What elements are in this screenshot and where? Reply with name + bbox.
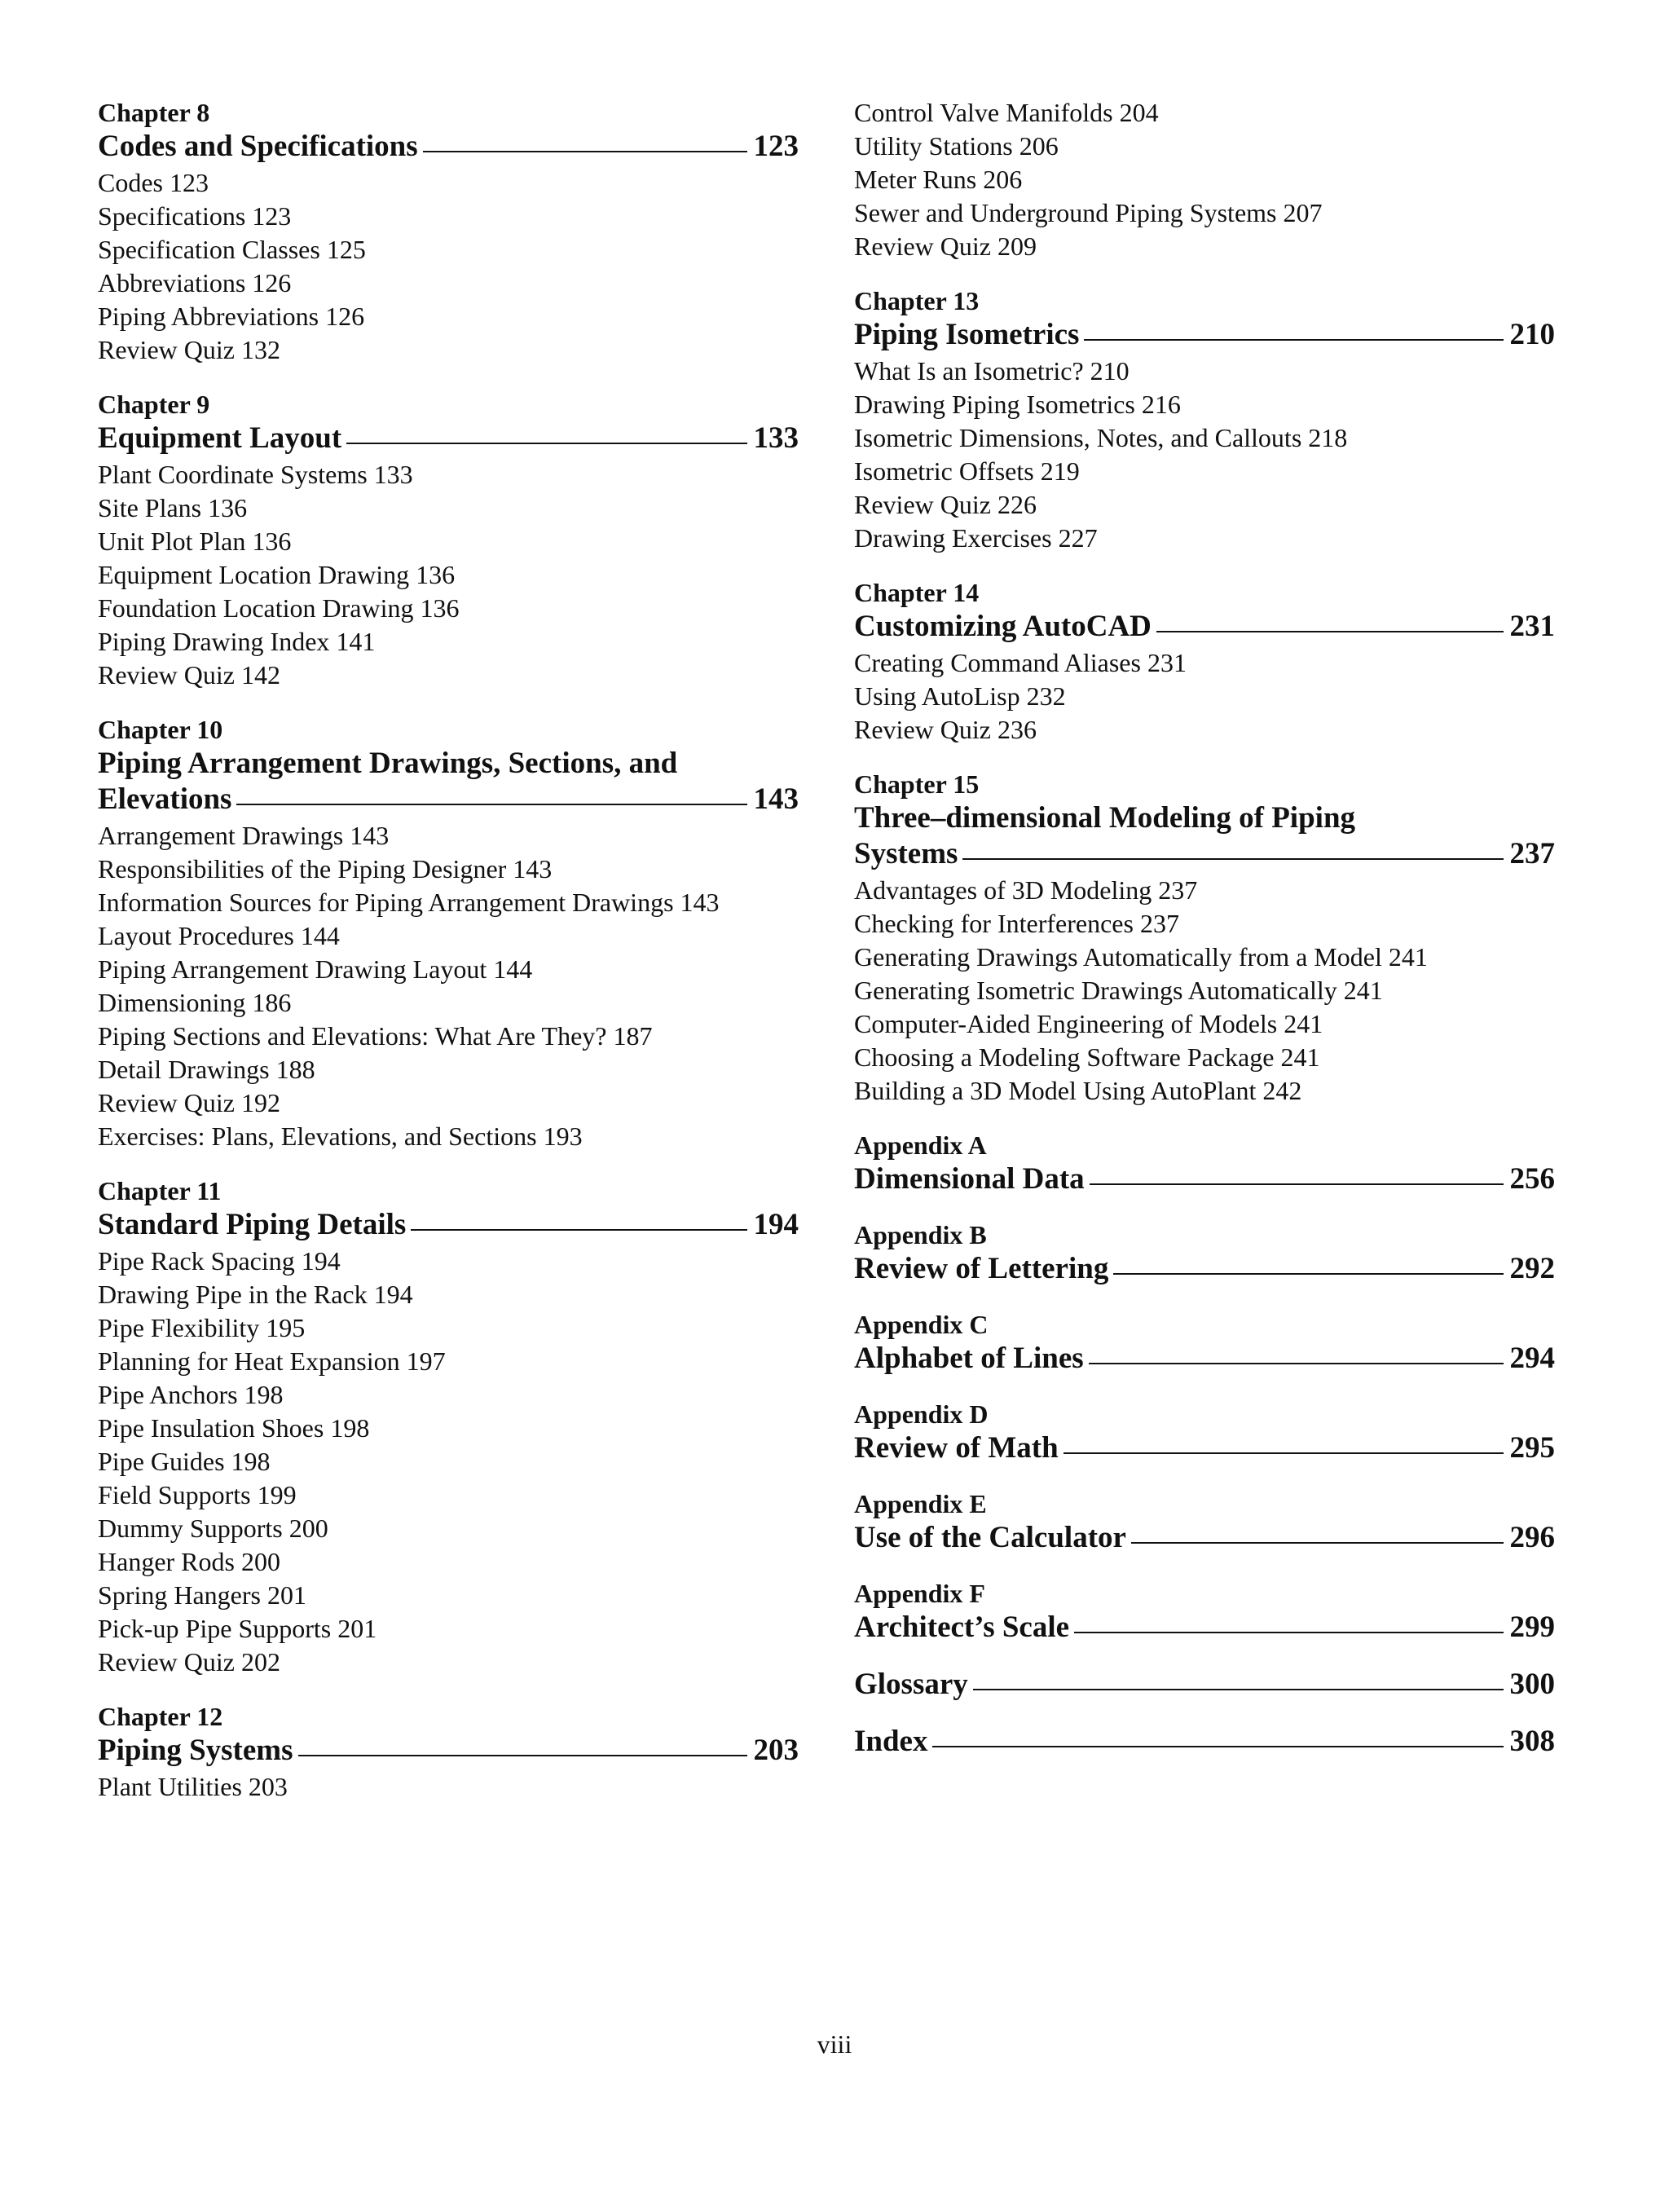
toc-entry[interactable]: Plant Utilities 203	[98, 1772, 288, 1801]
index-title: Index	[854, 1725, 928, 1758]
toc-entry[interactable]: Pipe Rack Spacing 194	[98, 1246, 341, 1276]
toc-entry[interactable]: Review Quiz 142	[98, 660, 280, 690]
leader-line	[346, 443, 746, 444]
leader-line	[1090, 1183, 1504, 1185]
toc-entry[interactable]: Hanger Rods 200	[98, 1547, 280, 1576]
toc-entry[interactable]: Pipe Anchors 198	[98, 1380, 284, 1409]
chapter-title: Piping Isometrics	[854, 318, 1080, 351]
toc-entry[interactable]: Piping Abbreviations 126	[98, 302, 365, 331]
appendix-title: Alphabet of Lines	[854, 1342, 1084, 1375]
chapter-title-row[interactable]	[854, 317, 1555, 353]
toc-entry[interactable]: Specification Classes 125	[98, 235, 366, 264]
toc-entry[interactable]: Review Quiz 202	[98, 1647, 280, 1677]
toc-entry[interactable]: Drawing Piping Isometrics 216	[854, 390, 1181, 419]
appendix-page-number: 294	[1509, 1342, 1555, 1375]
appendix-b-section	[854, 1218, 1555, 1287]
glossary-section	[854, 1667, 1555, 1703]
toc-entry[interactable]: Control Valve Manifolds 204	[854, 98, 1159, 127]
chapter-title-row[interactable]	[98, 1207, 799, 1243]
appendix-title-row[interactable]	[854, 1161, 1555, 1197]
toc-entry[interactable]: Generating Isometric Drawings Automatically 241	[854, 976, 1383, 1005]
appendix-title: Dimensional Data	[854, 1162, 1085, 1196]
chapter-title-line-2: Elevations	[98, 782, 232, 816]
leader-line	[1113, 1273, 1503, 1275]
appendix-title-row[interactable]	[854, 1341, 1555, 1377]
chapter-label: Chapter 13	[854, 286, 980, 315]
chapter-page-number: 210	[1509, 318, 1555, 351]
toc-entry[interactable]: Specifications 123	[98, 201, 292, 231]
toc-entry[interactable]: Planning for Heat Expansion 197	[98, 1346, 446, 1376]
appendix-c-section	[854, 1308, 1555, 1377]
toc-entry[interactable]: Piping Drawing Index 141	[98, 627, 376, 656]
toc-entry[interactable]: Pick-up Pipe Supports 201	[98, 1614, 377, 1643]
glossary-page-number: 300	[1509, 1668, 1555, 1701]
toc-entry[interactable]: Drawing Pipe in the Rack 194	[98, 1280, 413, 1309]
leader-line	[1063, 1452, 1504, 1454]
appendix-label: Appendix B	[854, 1220, 987, 1249]
chapter-title: Standard Piping Details	[98, 1208, 407, 1241]
appendix-title-row[interactable]	[854, 1251, 1555, 1287]
chapter-12-continued-section	[854, 96, 1555, 263]
appendix-a-section	[854, 1129, 1555, 1197]
chapter-12-section	[98, 1700, 799, 1804]
leader-line	[298, 1755, 747, 1756]
chapter-14-section	[854, 576, 1555, 747]
chapter-title-row[interactable]	[98, 1733, 799, 1769]
toc-entry[interactable]: Meter Runs 206	[854, 165, 1023, 194]
toc-entry[interactable]: Building a 3D Model Using AutoPlant 242	[854, 1076, 1302, 1105]
chapter-13-section	[854, 284, 1555, 555]
leader-line	[962, 858, 1503, 860]
appendix-d-section	[854, 1398, 1555, 1466]
leader-line	[1084, 339, 1503, 341]
chapter-title-row[interactable]	[854, 836, 1555, 872]
appendix-title-row[interactable]	[854, 1610, 1555, 1646]
chapter-label: Chapter 14	[854, 578, 980, 607]
chapter-label: Chapter 12	[98, 1702, 223, 1731]
toc-entry[interactable]: Exercises: Plans, Elevations, and Sections 193	[98, 1121, 583, 1151]
chapter-10-section	[98, 713, 799, 1153]
appendix-page-number: 296	[1509, 1521, 1555, 1554]
appendix-title-row[interactable]	[854, 1520, 1555, 1556]
toc-entry[interactable]: Layout Procedures 144	[98, 921, 340, 950]
index-title-row[interactable]	[854, 1724, 1555, 1760]
appendix-page-number: 295	[1509, 1431, 1555, 1465]
leader-line	[1131, 1542, 1504, 1544]
toc-entry[interactable]: Isometric Offsets 219	[854, 456, 1080, 486]
chapter-title-row[interactable]	[854, 609, 1555, 645]
appendix-page-number: 256	[1509, 1162, 1555, 1196]
toc-entry[interactable]: Sewer and Underground Piping Systems 207	[854, 198, 1323, 227]
leader-line	[1089, 1363, 1504, 1364]
toc-entry[interactable]: Detail Drawings 188	[98, 1055, 315, 1084]
chapter-11-section	[98, 1174, 799, 1679]
leader-line	[1074, 1632, 1503, 1633]
chapter-page-number: 203	[753, 1734, 799, 1767]
toc-entry[interactable]: Piping Sections and Elevations: What Are They? 187	[98, 1021, 653, 1051]
chapter-page-number: 143	[753, 782, 799, 816]
toc-entry[interactable]: Spring Hangers 201	[98, 1580, 306, 1610]
toc-entry[interactable]: Piping Arrangement Drawing Layout 144	[98, 954, 533, 984]
toc-entry[interactable]: Pipe Guides 198	[98, 1447, 271, 1476]
chapter-title-row[interactable]	[98, 782, 799, 817]
chapter-page-number: 194	[753, 1208, 799, 1241]
chapter-title-line-2: Systems	[854, 837, 958, 870]
appendix-title: Use of the Calculator	[854, 1521, 1126, 1554]
chapter-15-section	[854, 768, 1555, 1108]
toc-entry[interactable]: Abbreviations 126	[98, 268, 292, 297]
toc-entry[interactable]: Choosing a Modeling Software Package 241	[854, 1042, 1320, 1072]
appendix-page-number: 292	[1509, 1252, 1555, 1285]
appendix-f-section	[854, 1577, 1555, 1646]
toc-entry[interactable]: Checking for Interferences 237	[854, 909, 1179, 938]
toc-entry[interactable]: Unit Plot Plan 136	[98, 527, 292, 556]
glossary-title-row[interactable]	[854, 1667, 1555, 1703]
chapter-title: Customizing AutoCAD	[854, 610, 1152, 643]
chapter-9-section	[98, 388, 799, 692]
leader-line	[973, 1689, 1504, 1690]
chapter-title: Codes and Specifications	[98, 130, 418, 163]
chapter-label: Chapter 9	[98, 390, 210, 419]
appendix-e-section	[854, 1487, 1555, 1556]
toc-entry[interactable]: Using AutoLisp 232	[854, 681, 1066, 711]
chapter-label: Chapter 15	[854, 769, 980, 799]
chapter-title: Piping Systems	[98, 1734, 293, 1767]
chapter-label: Chapter 8	[98, 98, 210, 127]
glossary-title: Glossary	[854, 1668, 968, 1701]
appendix-label: Appendix D	[854, 1399, 989, 1429]
left-column	[98, 96, 799, 1825]
toc-entry[interactable]: Site Plans 136	[98, 493, 248, 522]
toc-entry[interactable]: Foundation Location Drawing 136	[98, 593, 460, 623]
toc-entry[interactable]: Utility Stations 206	[854, 131, 1059, 161]
toc-entry[interactable]: Drawing Exercises 227	[854, 523, 1098, 553]
toc-entry[interactable]: Pipe Flexibility 195	[98, 1313, 306, 1342]
chapter-page-number: 231	[1509, 610, 1555, 643]
leader-line	[423, 151, 747, 152]
toc-entry[interactable]: What Is an Isometric? 210	[854, 356, 1130, 386]
appendix-title: Architect’s Scale	[854, 1611, 1070, 1644]
page-number: viii	[817, 2029, 852, 2059]
toc-entry[interactable]: Arrangement Drawings 143	[98, 821, 390, 850]
toc-entry[interactable]: Review Quiz 226	[854, 490, 1037, 519]
chapter-page-number: 123	[753, 130, 799, 163]
chapter-title-line-1[interactable]: Three–dimensional Modeling of Piping	[854, 801, 1356, 835]
toc-entry[interactable]: Dummy Supports 200	[98, 1514, 328, 1543]
toc-entry[interactable]: Codes 123	[98, 168, 209, 197]
chapter-8-section	[98, 96, 799, 367]
appendix-title: Review of Lettering	[854, 1252, 1109, 1285]
toc-entry[interactable]: Review Quiz 132	[98, 335, 280, 364]
toc-entry[interactable]: Generating Drawings Automatically from a Model 241	[854, 942, 1428, 972]
leader-line	[1156, 631, 1504, 632]
chapter-page-number: 133	[753, 421, 799, 455]
chapter-title-row[interactable]	[98, 421, 799, 456]
appendix-page-number: 299	[1509, 1611, 1555, 1644]
leader-line	[411, 1229, 746, 1231]
index-page-number: 308	[1509, 1725, 1555, 1758]
appendix-title-row[interactable]	[854, 1430, 1555, 1466]
appendix-title: Review of Math	[854, 1431, 1059, 1465]
toc-entry[interactable]: Review Quiz 192	[98, 1088, 280, 1117]
toc-entry[interactable]: Responsibilities of the Piping Designer 143	[98, 854, 553, 883]
leader-line	[236, 804, 746, 805]
toc-entry[interactable]: Pipe Insulation Shoes 198	[98, 1413, 370, 1443]
chapter-page-number: 237	[1509, 837, 1555, 870]
chapter-label: Chapter 10	[98, 715, 223, 744]
toc-entry[interactable]: Dimensioning 186	[98, 988, 292, 1017]
leader-line	[932, 1746, 1503, 1747]
appendix-label: Appendix F	[854, 1579, 985, 1608]
chapter-title: Equipment Layout	[98, 421, 342, 455]
toc-entry[interactable]: Information Sources for Piping Arrangement Drawings 143	[98, 888, 720, 917]
toc-entry[interactable]: Equipment Location Drawing 136	[98, 560, 456, 589]
toc-entry[interactable]: Review Quiz 236	[854, 715, 1037, 744]
index-section	[854, 1724, 1555, 1760]
toc-entry[interactable]: Review Quiz 209	[854, 231, 1037, 261]
chapter-title-row[interactable]	[98, 129, 799, 165]
appendix-label: Appendix E	[854, 1489, 987, 1518]
toc-entry[interactable]: Plant Coordinate Systems 133	[98, 460, 413, 489]
chapter-title-line-1[interactable]: Piping Arrangement Drawings, Sections, and	[98, 747, 678, 780]
toc-entry[interactable]: Field Supports 199	[98, 1480, 297, 1509]
toc-entry[interactable]: Advantages of 3D Modeling 237	[854, 875, 1198, 905]
appendix-label: Appendix A	[854, 1130, 987, 1160]
chapter-label: Chapter 11	[98, 1176, 222, 1205]
toc-entry[interactable]: Isometric Dimensions, Notes, and Callouts 218	[854, 423, 1348, 452]
appendix-label: Appendix C	[854, 1310, 989, 1339]
toc-entry[interactable]: Computer-Aided Engineering of Models 241	[854, 1009, 1323, 1038]
right-column	[854, 96, 1555, 1781]
toc-entry[interactable]: Creating Command Aliases 231	[854, 648, 1187, 677]
